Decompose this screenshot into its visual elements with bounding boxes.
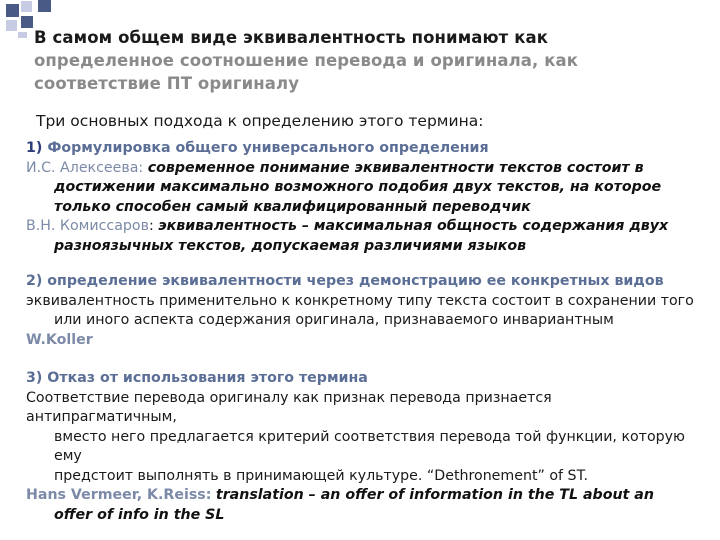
deco-square-4 <box>6 20 17 31</box>
approach-3 <box>26 369 706 525</box>
approach-3-text-line-3: предстоит выполнять в принимающей культуре. “Dethronement” of ST. <box>54 467 589 484</box>
author-komissarov: В.Н. Комиссаров <box>26 218 149 234</box>
author-alekseeva: И.С. Алексеева: <box>26 159 144 176</box>
quote-vermeer-line-1: translation – an offer of information in the TL about an <box>215 487 654 503</box>
author-koller: W.Koller <box>26 331 93 348</box>
intro-text: Три основных подхода к определению этого термина: <box>36 112 484 130</box>
quote-alekseeva-line-2: достижении максимально возможного подобия двух текстов, на которое <box>54 179 662 195</box>
definition-alekseeva <box>26 159 706 179</box>
approach-2-heading: 2) определение эквивалентности через демонстрацию ее конкретных видов <box>26 273 664 289</box>
approach-2 <box>26 272 706 350</box>
deco-square-2 <box>21 1 32 12</box>
slide-title <box>34 26 694 95</box>
title-line-3: соответствие ПТ оригиналу <box>34 74 300 93</box>
approach-1-title: Формулировка общего универсального определения <box>47 140 489 156</box>
definition-komissarov <box>26 217 706 237</box>
author-vermeer-reiss: Hans Vermeer, K.Reiss: <box>26 487 212 503</box>
approach-2-text-line-2: или иного аспекта содержания оригинала, признаваемого инвариантным <box>54 312 614 328</box>
title-line-2: определенное соотношение перевода и оригинала, как <box>34 51 579 70</box>
approach-1-number: 1) <box>26 140 43 156</box>
deco-square-5 <box>21 16 33 28</box>
deco-square-6 <box>18 32 27 38</box>
title-line-1: В самом общем виде эквивалентность понимают как <box>34 28 549 47</box>
approach-1-heading <box>26 139 706 159</box>
approach-3-text-line-1: Соответствие перевода оригиналу как признак перевода признается антипрагматичным, <box>26 389 552 425</box>
quote-alekseeva-line-1: современное понимание эквивалентности текстов состоит в <box>147 159 644 176</box>
quote-alekseeva-line-3: только способен самый квалифицированный переводчик <box>54 198 531 215</box>
approach-2-text-line-1: эквивалентность применительно к конкретному типу текста состоит в сохранении того <box>26 292 694 309</box>
approach-3-heading: 3) Отказ от использования этого термина <box>26 370 368 386</box>
approach-3-text-line-2: вместо него предлагается критерий соответствия перевода той функции, которую ему <box>54 428 685 464</box>
approach-1 <box>26 139 706 256</box>
quote-komissarov-line-2: разноязычных текстов, допускаемая различиями языков <box>54 237 527 254</box>
definition-vermeer-reiss <box>26 486 706 506</box>
quote-vermeer-line-2: offer of info in the SL <box>54 506 225 523</box>
deco-square-3 <box>38 0 51 12</box>
author-komissarov-sep: : <box>148 218 154 234</box>
deco-square-1 <box>6 4 19 17</box>
quote-komissarov-line-1: эквивалентность – максимальная общность содержания двух <box>158 218 669 234</box>
